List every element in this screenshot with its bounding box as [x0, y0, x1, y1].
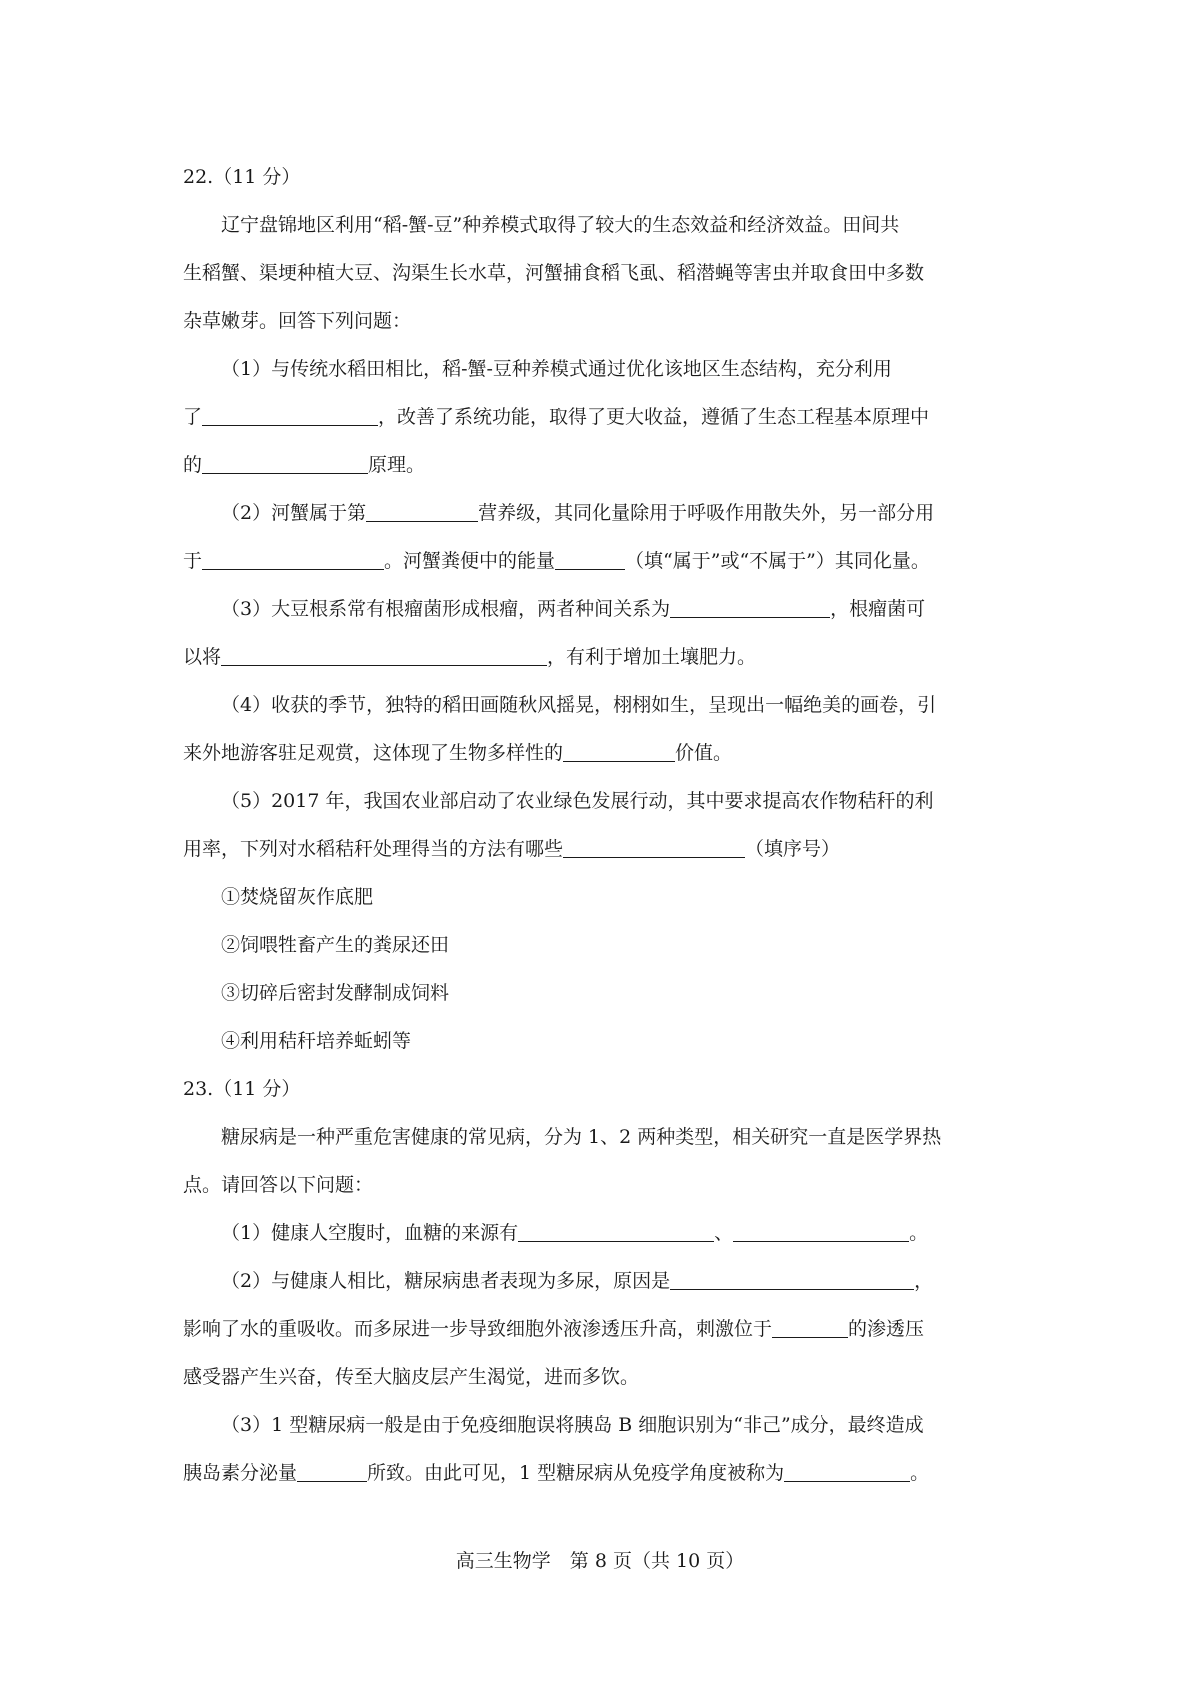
answer-blank[interactable]	[202, 403, 378, 426]
q22-part5-line-2	[183, 825, 1023, 873]
text: （3）大豆根系常有根瘤菌形成根瘤，两者种间关系为	[221, 598, 671, 620]
q22-option-4: ④利用秸秆培养蚯蚓等	[221, 1030, 412, 1052]
page-footer: 高三生物学 第 8 页（共 10 页）	[455, 1550, 745, 1572]
text: ，改善了系统功能，取得了更大收益，遵循了生态工程基本原理中	[378, 406, 930, 428]
text: ，	[914, 1270, 934, 1292]
q22-part4-line-1: （4）收获的季节，独特的稻田画随秋风摇晃，栩栩如生，呈现出一幅绝美的画卷，引	[221, 694, 937, 716]
q22-part2-line-1	[183, 489, 1023, 537]
answer-blank[interactable]	[366, 499, 478, 522]
q22-intro-line-2: 生稻蟹、渠埂种植大豆、沟渠生长水草，河蟹捕食稻飞虱、稻潜蝇等害虫并取食田中多数	[183, 262, 925, 284]
q22-part5-line-1: （5）2017 年，我国农业部启动了农业绿色发展行动，其中要求提高农作物秸秆的利	[221, 790, 934, 812]
text: ，根瘤菌可	[830, 598, 926, 620]
q22-part2-line-2	[183, 537, 1023, 585]
text: （填序号）	[745, 838, 841, 860]
text: 于	[183, 550, 203, 572]
text: 用率，下列对水稻秸秆处理得当的方法有哪些	[183, 838, 564, 860]
text: 。	[909, 1222, 929, 1244]
text: （1）健康人空腹时，血糖的来源有	[221, 1222, 519, 1244]
q22-option-1: ①焚烧留灰作底肥	[221, 886, 374, 908]
answer-blank[interactable]	[202, 547, 384, 570]
q22-part1-line-2	[183, 393, 1023, 441]
answer-blank[interactable]	[297, 1459, 367, 1482]
q22-part4-line-2	[183, 729, 1023, 777]
answer-blank[interactable]	[670, 1267, 914, 1290]
q23-part3-line-2	[183, 1449, 1023, 1497]
text: 影响了水的重吸收。而多尿进一步导致细胞外液渗透压升高，刺激位于	[183, 1318, 773, 1340]
answer-blank[interactable]	[563, 739, 675, 762]
text: 营养级，其同化量除用于呼吸作用散失外，另一部分用	[478, 502, 935, 524]
text: 原理。	[368, 454, 426, 476]
q23-part3-line-1: （3）1 型糖尿病一般是由于免疫细胞误将胰岛 B 细胞识别为“非己”成分，最终造成	[221, 1414, 924, 1436]
q22-part3-line-1	[183, 585, 1023, 633]
text: 所致。由此可见，1 型糖尿病从免疫学角度被称为	[367, 1462, 785, 1484]
q23-intro-line-2: 点。请回答以下问题：	[183, 1174, 374, 1196]
answer-blank[interactable]	[733, 1219, 909, 1242]
text: ，有利于增加土壤肥力。	[547, 646, 757, 668]
q23-part1-line-1	[183, 1209, 1023, 1257]
text: 来外地游客驻足观赏，这体现了生物多样性的	[183, 742, 564, 764]
q23-part2-line-2	[183, 1305, 1023, 1353]
text: 以将	[183, 646, 222, 668]
q22-part1-line-3	[183, 441, 1023, 489]
q23-intro-line-1: 糖尿病是一种严重危害健康的常见病，分为 1、2 两种类型，相关研究一直是医学界热	[221, 1126, 942, 1148]
text: 胰岛素分泌量	[183, 1462, 298, 1484]
text: 价值。	[675, 742, 733, 764]
answer-blank[interactable]	[670, 595, 830, 618]
answer-blank[interactable]	[772, 1315, 848, 1338]
text: 了	[183, 406, 203, 428]
q22-intro-line-1: 辽宁盘锦地区利用“稻-蟹-豆”种养模式取得了较大的生态效益和经济效益。田间共	[221, 214, 900, 236]
q22-option-2: ②饲喂牲畜产生的粪尿还田	[221, 934, 450, 956]
q22-intro-line-3: 杂草嫩芽。回答下列问题：	[183, 310, 412, 332]
answer-blank[interactable]	[221, 643, 547, 666]
text: （2）与健康人相比，糖尿病患者表现为多尿，原因是	[221, 1270, 671, 1292]
answer-blank[interactable]	[202, 451, 368, 474]
answer-blank[interactable]	[784, 1459, 910, 1482]
q23-header: 23.（11 分）	[183, 1078, 301, 1100]
text: （2）河蟹属于第	[221, 502, 367, 524]
answer-blank[interactable]	[555, 547, 625, 570]
answer-blank[interactable]	[563, 835, 745, 858]
text: 。河蟹粪便中的能量	[384, 550, 556, 572]
q23-part2-line-1	[183, 1257, 1023, 1305]
text: 、	[714, 1222, 734, 1244]
text: 。	[910, 1462, 930, 1484]
q23-part2-line-3: 感受器产生兴奋，传至大脑皮层产生渴觉，进而多饮。	[183, 1366, 640, 1388]
q22-header: 22.（11 分）	[183, 166, 301, 188]
text: 的	[183, 454, 203, 476]
answer-blank[interactable]	[518, 1219, 714, 1242]
page-content	[183, 153, 1023, 1497]
text: （填“属于”或“不属于”）其同化量。	[625, 550, 930, 572]
q22-option-3: ③切碎后密封发酵制成饲料	[221, 982, 450, 1004]
q22-part1-line-1: （1）与传统水稻田相比，稻-蟹-豆种养模式通过优化该地区生态结构，充分利用	[221, 358, 892, 380]
q22-part3-line-2	[183, 633, 1023, 681]
text: 的渗透压	[848, 1318, 925, 1340]
